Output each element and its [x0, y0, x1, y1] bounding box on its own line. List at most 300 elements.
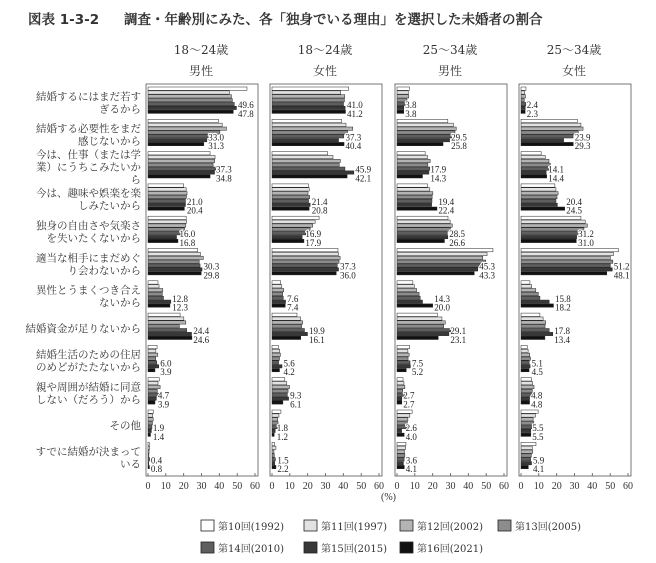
bar — [521, 87, 526, 90]
bar — [148, 192, 187, 195]
data-label: 2.7 — [403, 390, 415, 401]
data-label: 14.4 — [548, 173, 564, 184]
bar — [397, 188, 430, 191]
bar — [272, 87, 349, 90]
bar — [148, 442, 149, 445]
bar — [397, 317, 442, 320]
data-label: 25.8 — [451, 141, 467, 152]
category-label — [26, 322, 142, 335]
bar — [521, 296, 540, 299]
bar — [272, 349, 280, 352]
category-label-line: 異性とうまくつき合え — [36, 284, 141, 297]
bar — [272, 281, 281, 284]
bar — [397, 159, 430, 162]
bar — [272, 135, 344, 138]
bar — [397, 292, 419, 295]
bar — [521, 433, 531, 436]
bar — [521, 184, 555, 187]
bar — [272, 433, 274, 436]
bar — [148, 272, 201, 275]
bar — [397, 139, 450, 142]
panel-4-age: 25〜34歳 — [546, 43, 602, 57]
bar — [521, 256, 610, 259]
bar — [272, 304, 285, 307]
x-tick-label: 0 — [394, 481, 400, 492]
bar — [272, 418, 278, 421]
bar — [521, 450, 533, 453]
data-label: 24.4 — [193, 326, 210, 337]
bar — [148, 446, 150, 449]
bar — [397, 106, 404, 109]
data-label: 3.8 — [405, 108, 417, 119]
panel-3-sex: 男性 — [437, 64, 463, 78]
bar — [397, 414, 410, 417]
bar — [397, 207, 437, 210]
bar — [272, 385, 289, 388]
data-label: 1.9 — [152, 423, 165, 433]
bar — [148, 224, 186, 227]
category-label — [110, 419, 142, 432]
data-label: 1.8 — [276, 423, 288, 433]
data-label: 4.8 — [531, 399, 543, 410]
category-label-line: 今は、趣味や娯楽を楽 — [36, 187, 141, 200]
bar — [521, 272, 607, 275]
bar — [148, 385, 160, 388]
bar — [148, 142, 204, 145]
legend-swatch — [201, 542, 214, 553]
bar — [272, 239, 304, 242]
bar — [397, 119, 448, 122]
bar — [272, 175, 347, 178]
bar — [148, 410, 153, 413]
bar — [521, 458, 531, 461]
data-label: 3.6 — [405, 455, 418, 466]
bar — [272, 232, 306, 235]
bar — [272, 171, 354, 174]
bar — [521, 442, 536, 445]
data-label: 31.2 — [578, 229, 594, 240]
data-label: 26.6 — [449, 238, 466, 248]
bar — [272, 465, 276, 468]
data-label: 29.5 — [451, 132, 467, 143]
bar — [521, 332, 553, 335]
bar — [397, 429, 402, 432]
bar — [521, 135, 573, 138]
bar — [521, 446, 532, 449]
data-label: 16.0 — [179, 229, 196, 240]
bar — [397, 462, 403, 465]
bar — [521, 369, 529, 372]
data-label: 2.3 — [526, 108, 539, 119]
bar — [521, 317, 543, 320]
data-label: 4.5 — [531, 367, 543, 378]
bar — [148, 345, 157, 348]
bar — [148, 321, 186, 324]
bar — [521, 127, 583, 130]
bar — [148, 119, 218, 122]
bar — [148, 369, 155, 372]
bar — [272, 203, 310, 206]
data-label: 3.9 — [160, 367, 172, 378]
data-label: 31.3 — [208, 141, 225, 152]
bar — [521, 345, 527, 348]
bar — [272, 357, 279, 360]
data-label: 41.0 — [347, 100, 363, 110]
bar — [397, 300, 423, 303]
legend-item-2002 — [400, 520, 483, 533]
bar — [521, 292, 538, 295]
bar — [521, 252, 613, 255]
data-label: 34.8 — [216, 173, 232, 184]
bar — [521, 175, 547, 178]
bar — [148, 91, 229, 94]
data-label: 42.1 — [355, 173, 372, 184]
bar — [397, 349, 408, 352]
bar — [272, 317, 301, 320]
data-label: 24.6 — [193, 334, 210, 345]
bar — [521, 163, 550, 166]
bar — [148, 281, 158, 284]
bar — [521, 139, 564, 142]
legend-label: 第11回(1997) — [321, 522, 387, 533]
x-tick-label: 30 — [445, 481, 456, 492]
bar — [272, 99, 344, 102]
bar — [148, 239, 178, 242]
bar — [148, 127, 226, 130]
data-label: 20.4 — [186, 205, 203, 216]
x-tick-label: 60 — [499, 481, 509, 492]
bar — [148, 155, 215, 158]
bar — [272, 313, 297, 316]
bar — [397, 239, 444, 242]
panel-3-age: 25〜34歳 — [422, 43, 478, 57]
bar — [272, 216, 319, 219]
data-label: 16.8 — [179, 238, 196, 248]
category-label-line: り会わないから — [67, 264, 141, 277]
legend-item-2010 — [201, 542, 284, 555]
bar — [272, 260, 339, 263]
bar — [148, 422, 152, 425]
bar — [272, 378, 285, 381]
legend-label: 第13回(2005) — [515, 522, 581, 533]
bar — [148, 365, 159, 368]
bar — [272, 256, 340, 259]
bar — [272, 332, 307, 335]
panel-1-sex: 男性 — [188, 64, 214, 78]
bar — [272, 110, 345, 113]
data-label: 4.8 — [531, 390, 543, 401]
x-tick-label: 10 — [160, 481, 171, 492]
bar — [397, 155, 428, 158]
data-label: 31.0 — [578, 238, 594, 248]
x-tick-label: 20 — [302, 481, 313, 492]
bar — [148, 268, 202, 271]
data-label: 20.4 — [566, 196, 582, 207]
category-label — [36, 90, 141, 116]
bar — [397, 313, 437, 316]
bar — [272, 91, 341, 94]
data-label: 40.4 — [345, 141, 362, 152]
x-tick-label: 50 — [356, 481, 367, 492]
bar — [397, 410, 412, 413]
data-label: 7.4 — [287, 302, 299, 313]
data-label: 9.3 — [290, 390, 302, 401]
bar — [521, 199, 556, 202]
legend-label: 第10回(1992) — [218, 522, 284, 533]
panel-4-sex: 女性 — [561, 64, 587, 78]
figure-title — [28, 11, 543, 28]
x-tick-label: 60 — [623, 481, 633, 492]
legend-swatch — [201, 520, 214, 531]
bar — [148, 313, 180, 316]
bar — [148, 317, 184, 320]
bar — [272, 119, 342, 122]
bar — [521, 397, 530, 400]
bar — [148, 454, 149, 457]
bar — [397, 256, 483, 259]
bar — [397, 418, 408, 421]
bar — [148, 152, 210, 155]
figure-number: 図表 1-3-2 — [28, 12, 100, 28]
bar — [148, 252, 200, 255]
bar — [397, 203, 432, 206]
bar — [148, 95, 231, 98]
bar — [521, 232, 580, 235]
bar — [397, 87, 409, 90]
data-label: 4.1 — [533, 464, 545, 475]
bar — [521, 239, 576, 242]
bar — [521, 152, 541, 155]
bar — [397, 268, 478, 271]
bar — [148, 249, 198, 252]
data-label: 2.4 — [526, 100, 539, 110]
bar — [148, 332, 192, 335]
data-label: 14.3 — [434, 293, 450, 304]
bar — [272, 268, 339, 271]
bar — [148, 102, 234, 105]
bar — [521, 195, 557, 198]
bar — [521, 285, 532, 288]
category-label-line: ぎるから — [99, 103, 141, 116]
bar — [521, 159, 549, 162]
bar — [397, 220, 450, 223]
category-label-line: すでに結婚が決まって — [35, 446, 141, 458]
bar — [397, 171, 429, 174]
bar — [521, 410, 538, 413]
x-tick-label: 50 — [605, 481, 616, 492]
data-label: 3.8 — [405, 100, 417, 110]
bar — [272, 192, 308, 195]
data-label: 30.3 — [203, 261, 220, 272]
data-label: 47.8 — [238, 108, 254, 119]
bar — [397, 365, 410, 368]
bar — [272, 336, 301, 339]
panel-4 — [519, 84, 634, 492]
legend-item-2021 — [400, 542, 483, 555]
data-label: 21.4 — [311, 196, 328, 207]
bar — [521, 281, 530, 284]
category-label — [36, 148, 141, 186]
bar — [397, 281, 413, 284]
bar — [397, 458, 404, 461]
bar — [521, 249, 618, 252]
category-label-line: しみたいから — [78, 200, 141, 213]
bar — [521, 102, 526, 105]
bar — [148, 292, 162, 295]
bar — [397, 325, 444, 328]
bar — [148, 87, 247, 90]
bar — [521, 119, 577, 122]
x-tick-label: 60 — [250, 481, 260, 492]
bar — [148, 429, 151, 432]
bar — [397, 450, 404, 453]
bar — [397, 353, 409, 356]
category-label-line: 業）にうちこみたいか — [36, 161, 141, 174]
bar — [272, 195, 310, 198]
category-label-line: いる — [120, 458, 141, 471]
data-label: 18.2 — [555, 302, 571, 313]
data-label: 15.8 — [555, 293, 571, 304]
data-label: 4.7 — [157, 390, 170, 401]
x-tick-label: 30 — [569, 481, 580, 492]
data-label: 5.6 — [283, 358, 295, 369]
bar — [272, 142, 344, 145]
bar — [148, 304, 170, 307]
bar — [148, 260, 199, 263]
bar — [397, 465, 404, 468]
bar — [272, 462, 275, 465]
bar — [148, 353, 158, 356]
data-label: 7.6 — [287, 293, 299, 304]
data-label: 37.3 — [345, 132, 362, 143]
bar — [272, 446, 276, 449]
bar — [521, 385, 534, 388]
bar — [272, 296, 283, 299]
bar — [272, 429, 275, 432]
bar — [521, 216, 581, 219]
category-labels — [26, 90, 142, 471]
category-label — [36, 251, 141, 277]
data-label: 43.3 — [479, 270, 496, 281]
bar — [397, 142, 443, 145]
bar — [521, 329, 549, 332]
bar — [397, 446, 406, 449]
bar — [272, 442, 275, 445]
bar — [397, 397, 402, 400]
bar — [397, 224, 452, 227]
bar — [521, 131, 578, 134]
bar — [148, 465, 149, 468]
bar — [397, 249, 493, 252]
category-label-line: 結婚するにはまだ若す — [36, 90, 141, 103]
data-label: 28.5 — [449, 229, 466, 240]
data-label: 6.1 — [290, 399, 302, 410]
bar — [148, 285, 159, 288]
category-label-line: ないから — [99, 297, 141, 309]
data-label: 16.1 — [309, 334, 325, 345]
bar — [272, 361, 279, 364]
bar — [272, 220, 315, 223]
data-label: 12.3 — [172, 302, 189, 313]
panel-2-age: 18〜24歳 — [297, 43, 353, 57]
bar — [397, 264, 482, 267]
bar — [397, 252, 487, 255]
bar — [148, 389, 157, 392]
x-tick-label: 0 — [518, 481, 524, 492]
bar — [272, 285, 282, 288]
data-label: 37.3 — [340, 261, 356, 272]
bar — [521, 192, 558, 195]
bar — [397, 184, 428, 187]
data-label: 48.1 — [613, 270, 630, 281]
bar — [272, 249, 338, 252]
bar — [148, 235, 177, 238]
category-label-line: のめどがたたないから — [36, 361, 141, 374]
bar — [272, 382, 287, 385]
bar — [521, 235, 577, 238]
bar — [397, 296, 420, 299]
bar — [521, 429, 531, 432]
bar — [521, 142, 573, 145]
x-tick-label: 10 — [409, 481, 420, 492]
bar — [272, 454, 274, 457]
data-label: 19.4 — [438, 196, 455, 207]
data-label: 41.2 — [347, 108, 363, 119]
data-label: 1.2 — [276, 431, 288, 442]
bar — [397, 123, 453, 126]
x-tick-label: 10 — [533, 481, 544, 492]
data-label: 4.2 — [283, 367, 295, 378]
data-label: 49.6 — [238, 100, 254, 110]
bar — [521, 264, 610, 267]
bar — [272, 389, 288, 392]
bar — [521, 203, 557, 206]
legend-label: 第15回(2015) — [321, 544, 387, 555]
data-label: 0.8 — [150, 464, 163, 475]
bar — [397, 91, 408, 94]
bar — [521, 106, 525, 109]
bar — [272, 199, 309, 202]
bar — [148, 203, 185, 206]
x-tick-label: 50 — [232, 481, 243, 492]
bar — [272, 353, 280, 356]
legend-item-1997 — [304, 520, 387, 533]
bar — [521, 454, 531, 457]
bar — [397, 285, 414, 288]
x-tick-label: 20 — [427, 481, 438, 492]
category-label — [36, 187, 141, 213]
bar — [521, 349, 528, 352]
bar — [521, 207, 565, 210]
x-tick-label: 20 — [551, 481, 562, 492]
bar — [272, 139, 339, 142]
bar — [397, 345, 410, 348]
legend-swatch — [304, 542, 317, 553]
bar — [397, 163, 428, 166]
bar — [148, 382, 158, 385]
bar — [272, 155, 333, 158]
bar — [521, 167, 551, 170]
bar — [521, 353, 530, 356]
legend-swatch — [400, 520, 413, 531]
x-tick-label: 40 — [463, 481, 474, 492]
bar — [521, 365, 530, 368]
bar — [148, 450, 149, 453]
data-label: 29.3 — [574, 141, 591, 152]
bar — [521, 224, 587, 227]
legend-swatch — [498, 520, 511, 531]
bar — [272, 450, 274, 453]
